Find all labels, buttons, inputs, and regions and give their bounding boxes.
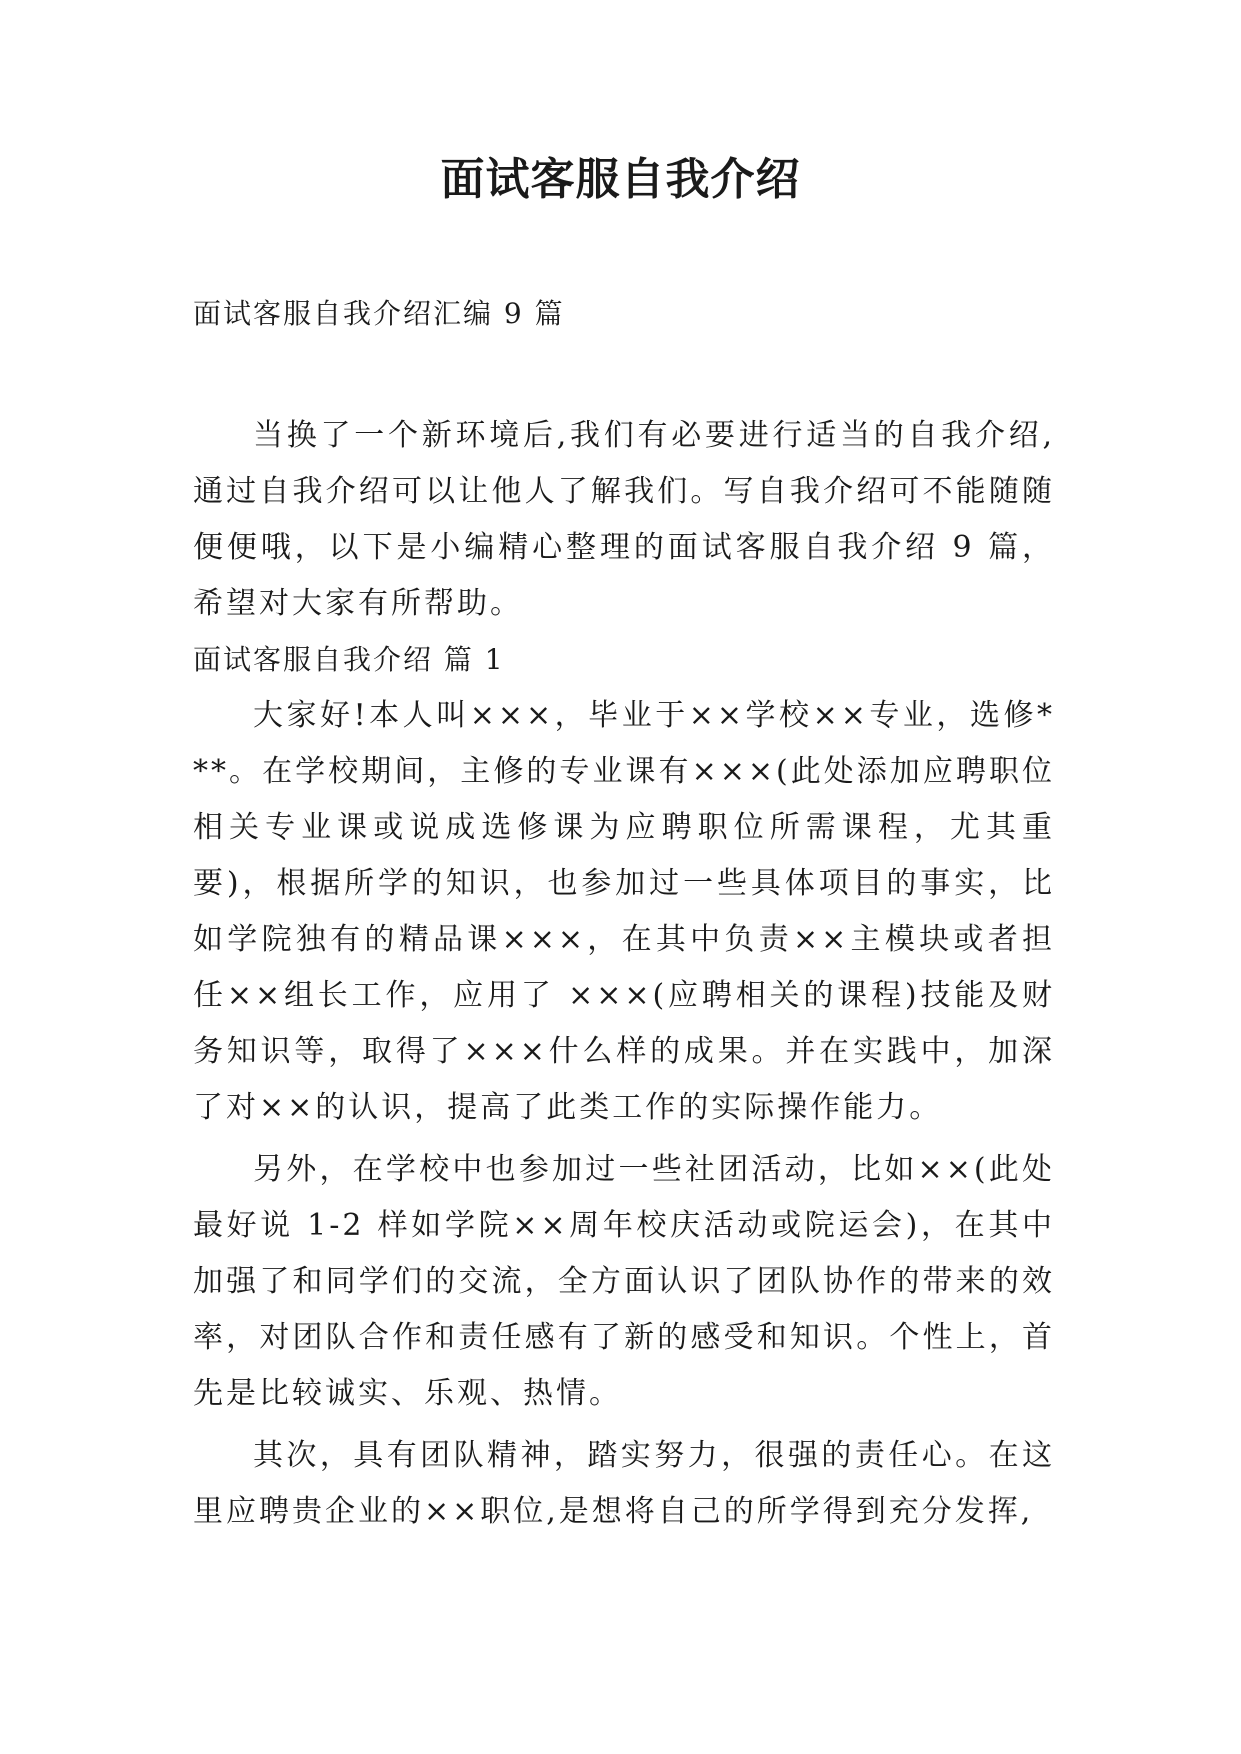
document-subtitle: 面试客服自我介绍汇编 9 篇 <box>193 297 565 330</box>
body-paragraph: 其次，具有团队精神，踏实努力，很强的责任心。在这里应聘贵企业的××职位,是想将自己的所学得到充分发挥, <box>193 1438 1055 1529</box>
intro-paragraph: 当换了一个新环境后,我们有必要进行适当的自我介绍,通过自我介绍可以让他人了解我们。写自我介绍可不能随随便便哦，以下是小编精心整理的面试客服自我介绍 9 篇，希望对大家有所帮助。 <box>193 418 1055 621</box>
body-paragraph: 大家好!本人叫×××，毕业于××学校××专业，选修***。在学校期间，主修的专业课有×××(此处添加应聘职位相关专业课或说成选修课为应聘职位所需课程，尤其重要)，根据所学的知识，也参加过一些具体项目的事实，比如学院独有的精品课×××，在其中负责××主模块或者担任××组长工作，应用了 ×××(应聘相关的课程)技能及财务知识等，取得了×××什么样的成果。并在实践中，加深了对××的认识，提高了此类工作的实际操作能力。 <box>193 698 1055 1125</box>
section-heading: 面试客服自我介绍 篇 1 <box>193 643 505 676</box>
document-body <box>193 408 1055 1540</box>
body-paragraph: 另外，在学校中也参加过一些社团活动，比如××(此处最好说 1-2 样如学院××周年校庆活动或院运会)，在其中加强了和同学们的交流，全方面认识了团队协作的带来的效率，对团队合作和责任感有了新的感受和知识。个性上，首先是比较诚实、乐观、热情。 <box>193 1152 1055 1411</box>
document-title: 面试客服自我介绍 <box>440 154 801 205</box>
